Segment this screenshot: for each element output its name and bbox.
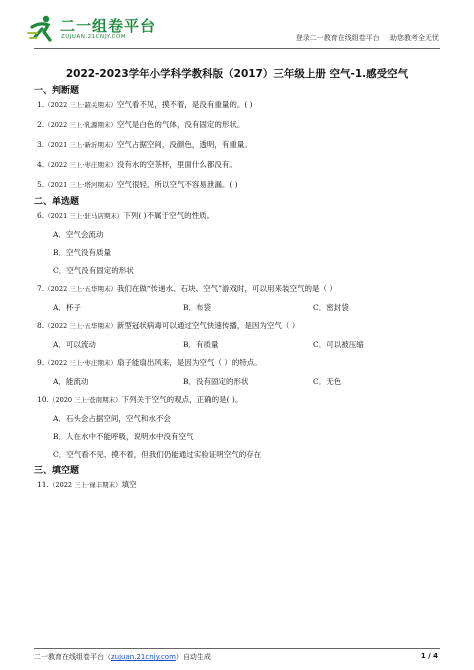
question-text: 空气占据空间，没颜色，透明，有重量。 [116, 140, 252, 149]
question-number: 3. [37, 140, 45, 149]
question-3 [34, 139, 444, 151]
option-c: C．空气看不见、摸不着，但我们仍能通过实验证明空气的存在 [53, 450, 262, 459]
question-number: 2. [37, 120, 45, 129]
question-text: 新型冠状病毒可以通过空气快速传播，是因为空气（ ） [116, 321, 300, 330]
runner-logo-icon [26, 13, 58, 45]
question-2 [34, 119, 444, 131]
help-slogan: 助您教考全无忧 [390, 34, 439, 42]
option-b: B．空气没有质量 [53, 248, 112, 257]
question-number: 4. [37, 160, 45, 169]
document-body [34, 84, 444, 498]
question-source[interactable]: （2022 三上·五华期末） [44, 322, 117, 330]
header-links [288, 33, 439, 43]
question-4 [34, 159, 444, 171]
footer-site-link[interactable]: zujuan.21cnjy.com [111, 653, 176, 661]
question-number: 1. [37, 100, 45, 109]
question-source[interactable]: （2021 三上·塔河期末） [44, 181, 117, 189]
question-text: 扇子能扇出风来，是因为空气（ ）的特点。 [116, 358, 262, 367]
page-header [0, 0, 474, 52]
logo-text: 二一组卷平台 [60, 17, 157, 35]
document-title: 2022-2023学年小学科学教科版（2017）三年级上册 空气-1.感受空气 [65, 68, 409, 80]
question-6 [34, 210, 444, 222]
question-7 [34, 283, 444, 295]
question-source[interactable]: （2020 三上·苍南期末） [48, 396, 122, 404]
question-5 [34, 179, 444, 191]
question-number: 6. [37, 211, 45, 220]
question-number: 11. [37, 480, 49, 489]
question-source[interactable]: （2022 三上·禄丰期末） [48, 481, 122, 489]
question-8 [34, 320, 444, 332]
question-text: 下列关于空气的观点，正确的是( )。 [121, 395, 243, 404]
question-number: 7. [37, 284, 45, 293]
option-b: B．有质量 [183, 340, 219, 349]
section-single-choice: 二、单选题 [34, 197, 80, 207]
site-logo[interactable] [26, 13, 176, 45]
question-text: 空气很轻，所以空气不容易泄漏。( ) [116, 180, 238, 189]
option-c: C．可以被压缩 [313, 340, 364, 349]
question-source[interactable]: （2022 三上·枣庄期末） [44, 161, 117, 169]
option-a: A．石头会占据空间，空气和水不会 [53, 414, 171, 423]
page-number: 1 / 4 [420, 652, 438, 660]
footer-prefix: 二一教育在线组卷平台（ [34, 653, 111, 661]
option-b: B．没有固定的形状 [183, 377, 249, 386]
question-10 [34, 394, 444, 406]
question-number: 9. [37, 358, 45, 367]
option-b: B．人在水中不能呼吸，说明水中没有空气 [53, 432, 194, 441]
question-text: 下列( )不属于空气的性质。 [123, 211, 215, 220]
page-footer [34, 652, 211, 662]
option-c: C．空气没有固定的形状 [53, 266, 134, 275]
options-row [34, 376, 444, 387]
options-row [34, 302, 444, 313]
question-number: 10. [37, 395, 49, 404]
question-11 [34, 479, 444, 491]
option-c: C．无色 [313, 377, 342, 386]
question-text: 填空 [121, 480, 137, 489]
logo-subtext: ZUJUAN.21CNJY.COM [61, 34, 127, 40]
section-fill-blank: 三、填空题 [34, 466, 80, 476]
header-divider [34, 48, 440, 49]
question-number: 5. [37, 180, 45, 189]
question-text: 空气看不见，摸不着，是没有重量的。( ) [116, 100, 253, 109]
question-source[interactable]: （2022 三上·韶关期末） [44, 101, 117, 109]
option-a: A．可以流动 [53, 340, 96, 349]
question-text: 我们在做“传递水、石块、空气”游戏时，可以用来装空气的是（ ） [116, 284, 337, 293]
question-source[interactable]: （2021 三上·驻马店期末） [44, 212, 124, 220]
options-row [34, 339, 444, 350]
question-9 [34, 357, 444, 369]
section-true-false: 一、判断题 [34, 86, 80, 96]
footer-divider [34, 648, 440, 649]
login-link[interactable]: 登录二一教育在线组卷平台 [295, 34, 380, 42]
question-source[interactable]: （2022 三上·五华期末） [44, 285, 117, 293]
footer-suffix: ）自动生成 [175, 653, 211, 661]
question-1 [34, 99, 444, 111]
option-a: A．能流动 [53, 377, 89, 386]
question-number: 8. [37, 321, 45, 330]
question-source[interactable]: （2021 三上·新沂期末） [44, 141, 117, 149]
question-text: 没有水的空茶杯，里面什么都没有。 [116, 160, 237, 169]
option-a: A．空气会流动 [53, 230, 104, 239]
option-c: C．密封袋 [313, 303, 349, 312]
question-source[interactable]: （2022 三上·枣庄期末） [44, 359, 117, 367]
option-b: B．布袋 [183, 303, 212, 312]
question-text: 空气是白色的气体，没有固定的形状。 [116, 120, 245, 129]
option-a: A．杯子 [53, 303, 81, 312]
question-source[interactable]: （2022 三上·乳源期末） [44, 121, 117, 129]
